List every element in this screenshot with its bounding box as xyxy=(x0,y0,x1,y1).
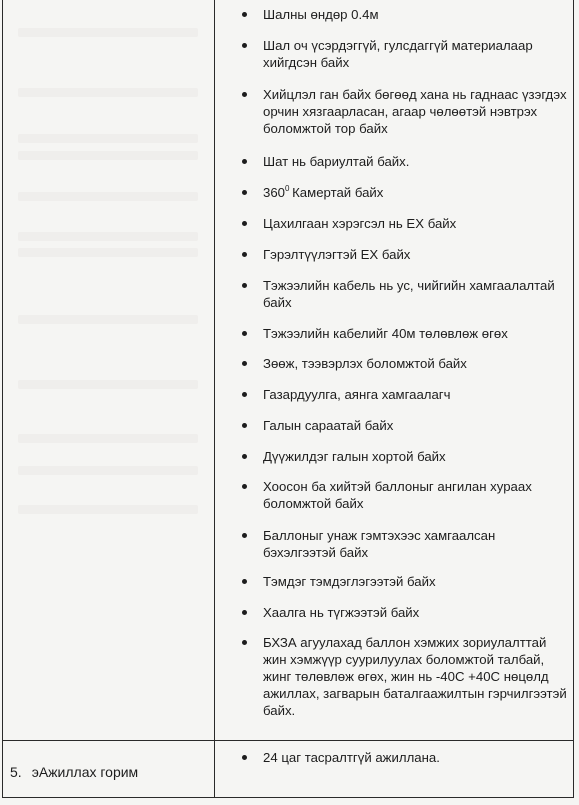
list-item-text: Шал оч үсэрдэггүй, гулсдаггүй материалаар хийгдсэн байх xyxy=(263,38,533,70)
section-label xyxy=(10,763,138,781)
list-item-text: Баллоныг унаж гэмтэхээс хамгаалсан бэхэлгээтэй байх xyxy=(263,528,496,560)
bullet-icon xyxy=(242,610,247,615)
list-item-text: Тэжээлийн кабель нь ус, чийгийн хамгаалалтай байх xyxy=(263,278,555,310)
bullet-icon xyxy=(242,43,247,48)
list-item-text xyxy=(263,184,569,201)
bullet-icon xyxy=(242,640,247,645)
bullet-icon xyxy=(242,190,247,195)
list-item-text: Зөөж, тээвэрлэх боломжтой байх xyxy=(263,356,467,371)
list-item-text: Шалны өндөр 0.4м xyxy=(263,7,379,22)
bullet-icon xyxy=(242,755,247,760)
bullet-icon xyxy=(242,392,247,397)
list-item-text: Тэмдэг тэмдэглэгээтэй байх xyxy=(263,574,436,589)
camera-prefix: 360 xyxy=(263,185,286,200)
list-item-text: Шат нь бариултай байх. xyxy=(263,154,410,169)
list-item-text: Дүүжилдэг галын хортой байх xyxy=(263,449,446,464)
column-divider xyxy=(214,0,215,797)
bullet-icon xyxy=(242,92,247,97)
bullet-icon xyxy=(242,423,247,428)
camera-superscript: 0 xyxy=(285,183,290,193)
list-item-text: Хоосон ба хийтэй баллоныг ангилан хураах боломжтой байх xyxy=(263,479,532,511)
bullet-icon xyxy=(242,283,247,288)
camera-text: Камертай байх xyxy=(292,185,384,200)
list-item-text: Гэрэлтүүлэгтэй ЕХ байх xyxy=(263,247,411,262)
list-item-text: 24 цаг тасралтгүй ажиллана. xyxy=(263,750,440,765)
bullet-icon xyxy=(242,361,247,366)
bullet-icon xyxy=(242,252,247,257)
bullet-icon xyxy=(242,331,247,336)
row-divider xyxy=(2,740,573,741)
list-item-text: Хаалга нь түгжээтэй байх xyxy=(263,605,420,620)
list-item-text: Хийцлэл ган байх бөгөөд хана нь гаднаас үзэгдэх орчин хязгаарласан, агаар чөлөөтэй нэвтрэх боломжтой тор байх xyxy=(263,87,567,136)
bullet-icon xyxy=(242,454,247,459)
bullet-icon xyxy=(242,484,247,489)
bullet-icon xyxy=(242,12,247,17)
bullet-icon xyxy=(242,221,247,226)
list-item-text: Газардуулга, аянга хамгаалагч xyxy=(263,387,451,402)
list-item-text: Тэжээлийн кабелийг 40м төлөвлөж өгөх xyxy=(263,326,508,341)
bullet-icon xyxy=(242,533,247,538)
list-item-text: Цахилгаан хэрэгсэл нь ЕХ байх xyxy=(263,216,457,231)
section-number: 5. xyxy=(10,764,22,780)
list-item-text: БХЗА агуулахад баллон хэмжих зориулалттай жин хэмжүүр суурилуулах боломжтой талбай, жинг төлөвлөж өгөх, жин нь -40С +40С нөцөлд ажиллах, загварын баталгаажилтын гэрчилгээтэй байх. xyxy=(263,635,567,718)
list-item-text: Галын сараатай байх xyxy=(263,418,394,433)
bullet-icon xyxy=(242,159,247,164)
bullet-icon xyxy=(242,579,247,584)
section-title: эАжиллах горим xyxy=(31,764,139,780)
